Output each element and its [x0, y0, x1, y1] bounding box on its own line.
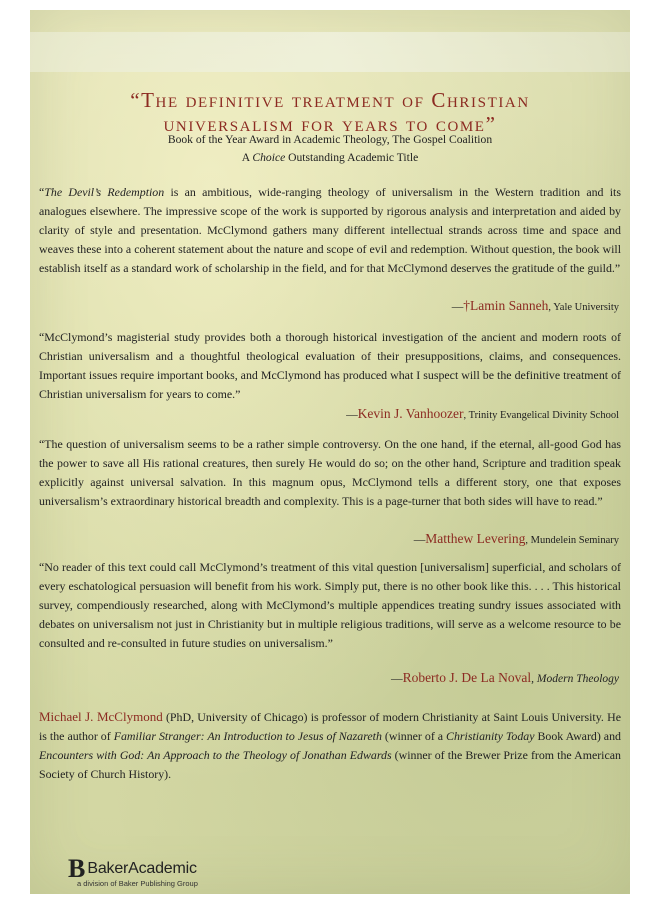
quote-2: “McClymond’s magisterial study provides both a thorough historical investigation of the ancient and modern roots of Christian universalism and a thoughtful theological evaluation of their presuppositions, claims, and consequences. Important issues require important books, and McClymond has produced what I suspect will be the definitive treatment of Christian universalism for years to come.”: [39, 330, 621, 401]
quote-4: “No reader of this text could call McClymond’s treatment of this vital question [universalism] superficial, and scholars of every eschatological persuasion will benefit from his work. Simply put, there is no other book like this. . . . This historical survey, compendiously researched, along with McClymond’s multiple appendices treating sundry issues associated with debates on universalism not just in Christianity but in multiple religious traditions, will serve as a welcome resource to be consulted and re-consulted in future studies on universalism.”: [39, 560, 621, 650]
book-title: The Devil’s Redemption: [44, 185, 165, 199]
headline-line-1: “The definitive treatment of Christian: [130, 88, 530, 112]
award-journal-title: Choice: [252, 151, 286, 164]
endorser-name: Roberto J. De La Noval: [402, 670, 532, 685]
author-bio: Michael J. McClymond (PhD, University of Chicago) is professor of modern Christianity at Saint Louis University. He is the author of Familiar Stranger: An Introduction to Jesus of Nazareth (winner of a Christianity Today Book Award) and Encounters with God: An Approach to the Theology of Jonathan Edwards (winner of the Brewer Prize from the American Society of Church History).: [39, 709, 621, 781]
baker-b-icon: B: [68, 854, 86, 883]
award-line-1: Book of the Year Award in Academic Theology, The Gospel Coalition: [167, 133, 493, 146]
quote-2-attribution: —Kevin J. Vanhoozer, Trinity Evangelical Divinity School: [346, 406, 619, 421]
endorser-name: Kevin J. Vanhoozer: [357, 406, 464, 421]
top-band: [30, 32, 630, 72]
endorser-name: Matthew Levering: [425, 531, 526, 546]
headline-line-2: universalism for years to come”: [163, 112, 497, 136]
publisher-name: BakerAcademic: [87, 860, 197, 877]
headline-pull-quote: [30, 88, 630, 136]
quote-3: “The question of universalism seems to be a rather simple controversy. On the one hand, if the eternal, all-good God has the power to save all His rational creatures, then surely He would do so; on the other hand, Scripture and tradition speak explicitly against universal salvation. In this magnum opus, McClymond tells a different story, one that exposes universalism’s extraordinary historical breadth and complexity. This is a page-turner that both sides will have to read.”: [39, 437, 621, 508]
back-cover: [30, 10, 630, 894]
quote-4-attribution: —Roberto J. De La Noval, Modern Theology: [390, 670, 619, 685]
quote-3-attribution: —Matthew Levering, Mundelein Seminary: [413, 531, 619, 546]
award-line-2: A Choice Outstanding Academic Title: [241, 151, 419, 164]
quote-1-attribution: —†Lamin Sanneh, Yale University: [451, 298, 619, 313]
publisher-subtitle: a division of Baker Publishing Group: [77, 879, 198, 888]
author-name: Michael J. McClymond: [39, 709, 163, 724]
quote-1: “The Devil’s Redemption is an ambitious, wide-ranging theology of universalism in the Western tradition and its analogues elsewhere. The impressive scope of the work is supported by rigorous analysis and interpretation and aided by clarity of style and presentation. McClymond gathers many different intellectual strands across time and space and weaves these into a coherent statement about the nature and scope of evil and redemption. Without question, the book will establish itself as a standard work of scholarship in the field, and for that McClymond deserves the gratitude of the guild.”: [39, 185, 621, 275]
endorser-name: †Lamin Sanneh: [463, 298, 549, 313]
